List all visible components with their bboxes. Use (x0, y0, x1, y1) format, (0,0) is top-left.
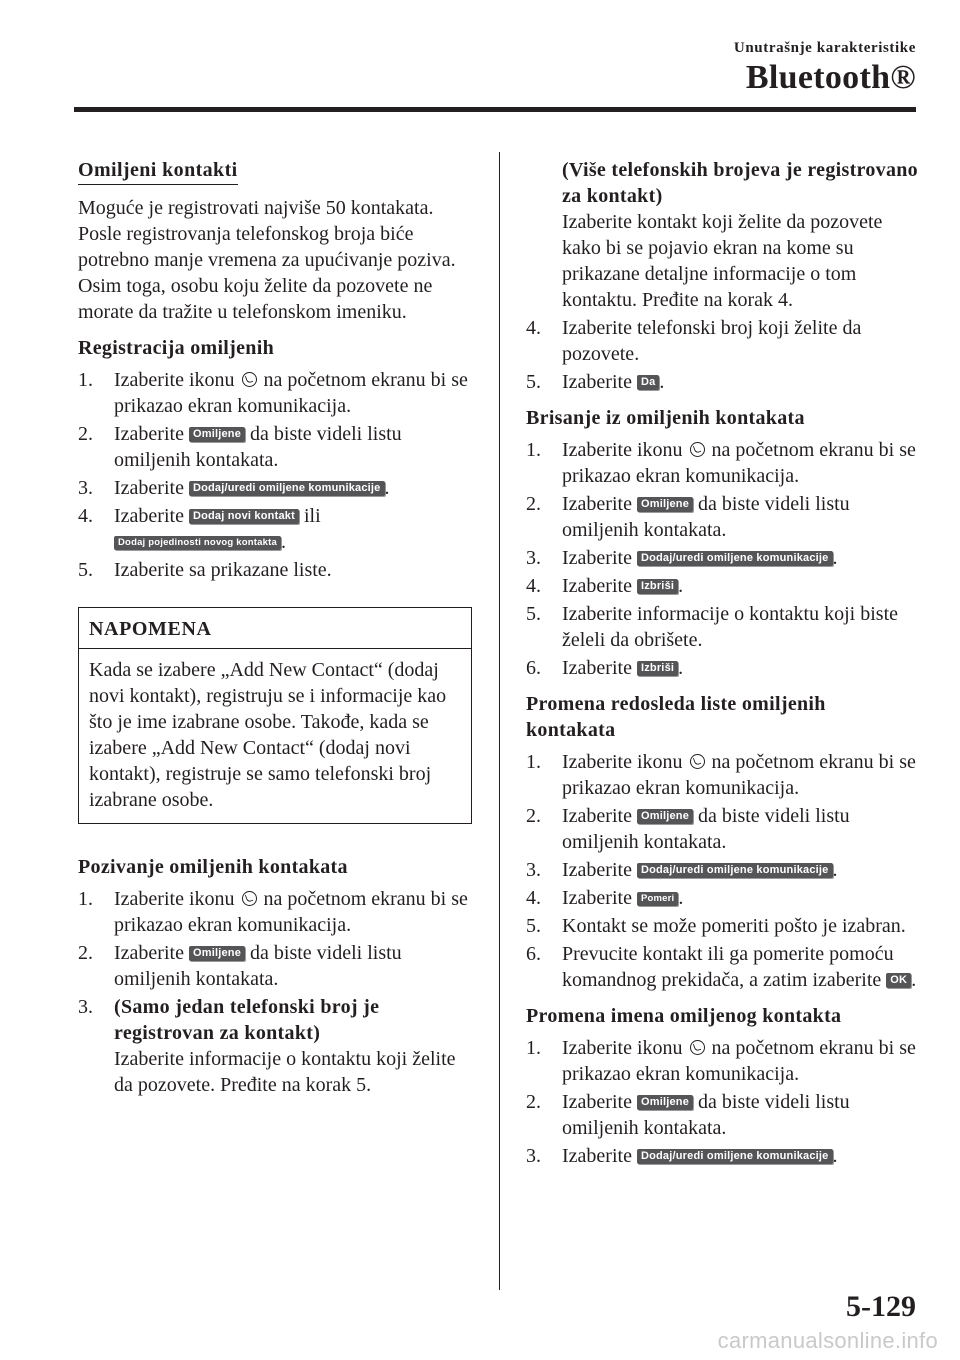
add-edit-favorites-button-label: Dodaj/uredi omiljene komunikacije (189, 481, 385, 496)
subheading-calling: Pozivanje omiljenih kontakata (78, 856, 348, 878)
favorites-button-label: Omiljene (637, 497, 693, 512)
add-edit-favorites-button-label: Dodaj/uredi omiljene komunikacije (637, 863, 833, 878)
continued-step: (Više telefonskih brojeva je registrovano za kontakt) Izaberite kontakt koji želite da pozovete kako bi se pojavio ekran na kome su prikazane detaljne informacije o tom kontaktu. Pređite na korak 4. (562, 159, 918, 311)
list-item: 3. Izaberite Dodaj/uredi omiljene komunikacije . (78, 477, 390, 499)
add-edit-favorites-button-label: Dodaj/uredi omiljene komunikacije (637, 1149, 833, 1164)
subheading-rename: Promena imena omiljenog kontakta (526, 1005, 842, 1027)
add-new-contact-details-button-label: Dodaj pojedinosti novog kontakta (114, 536, 281, 550)
list-item: 6. Izaberite Izbriši . (526, 657, 684, 679)
favorites-button-label: Omiljene (637, 1095, 693, 1110)
list-item: 3. (Samo jedan telefonski broj je registrovan za kontakt) Izaberite informacije o kontaktu koji želite da pozovete. Pređite na korak 5. (78, 996, 456, 1096)
delete-button-label: Izbriši (637, 661, 678, 676)
phone-icon (690, 754, 705, 769)
calling-steps-continued (526, 315, 918, 395)
intro-paragraph: Moguće je registrovati najviše 50 kontakata. Posle registrovanja telefonskog broja biće potrebno manje vremena za upućivanje poziva. Osim toga, osobu koju želite da pozovete ne morate da tražite u telefonskom imeniku. (78, 197, 456, 323)
list-item: 5. Kontakt se može pomeriti pošto je izabran. (526, 915, 906, 937)
phone-icon (690, 442, 705, 457)
list-item: 2. Izaberite Omiljene da biste videli listu omiljenih kontakata. (526, 493, 850, 541)
note-box (78, 607, 472, 824)
subheading-registration: Registracija omiljenih (78, 337, 275, 359)
phone-icon (690, 1040, 705, 1055)
list-item: 1. Izaberite ikonu na početnom ekranu bi se prikazao ekran komunikacija. (526, 1037, 916, 1085)
delete-steps (526, 437, 918, 681)
column-divider (499, 152, 500, 1290)
list-item: 3. Izaberite Dodaj/uredi omiljene komunikacije . (526, 1145, 838, 1167)
list-item: 1. Izaberite ikonu na početnom ekranu bi se prikazao ekran komunikacija. (526, 751, 916, 799)
list-item: 5. Izaberite sa prikazane liste. (78, 559, 332, 581)
favorites-button-label: Omiljene (189, 946, 245, 961)
note-body: Kada se izabere „Add New Contact“ (dodaj novi kontakt), registruju se i informacije kao što je ime izabrane osobe. Takođe, kada se izabere „Add New Contact“ (dodaj novi kontakt), registruje se samo telefonski broj izabrane osobe. (89, 659, 447, 811)
list-item: 4. Izaberite Pomeri . (526, 887, 684, 909)
delete-button-label: Izbriši (637, 579, 678, 594)
left-column (78, 157, 476, 1098)
list-item: 3. Izaberite Dodaj/uredi omiljene komunikacije . (526, 859, 838, 881)
right-column (526, 157, 918, 1169)
page-header (734, 40, 916, 97)
list-item: 5. Izaberite Da . (526, 371, 665, 393)
watermark: carmanualsonline.info (717, 1328, 938, 1353)
reorder-steps (526, 749, 918, 993)
list-item: 6. Prevucite kontakt ili ga pomerite pomoću komandnog prekidača, a zatim izaberite OK . (526, 943, 917, 991)
yes-button-label: Da (637, 375, 659, 390)
list-item: 1. Izaberite ikonu na početnom ekranu bi se prikazao ekran komunikacija. (526, 439, 916, 487)
chapter-title: Bluetooth® (745, 59, 916, 96)
phone-icon (242, 891, 257, 906)
note-title: NAPOMENA (79, 608, 471, 649)
move-button-label: Pomeri (637, 892, 678, 906)
list-item: 2. Izaberite Omiljene da biste videli listu omiljenih kontakata. (526, 805, 850, 853)
section-heading-favorites: Omiljeni kontakti (78, 157, 238, 185)
page-number: 5-129 (846, 1290, 916, 1323)
add-edit-favorites-button-label: Dodaj/uredi omiljene komunikacije (637, 551, 833, 566)
list-item: 1. Izaberite ikonu na početnom ekranu bi se prikazao ekran komunikacija. (78, 369, 468, 417)
subheading-delete: Brisanje iz omiljenih kontakata (526, 407, 805, 429)
phone-icon (242, 372, 257, 387)
section-name: Unutrašnje karakteristike (733, 40, 916, 56)
subheading-reorder: Promena redosleda liste omiljenih kontakata (526, 693, 826, 741)
add-new-contact-button-label: Dodaj novi kontakt (189, 509, 299, 524)
list-item: 3. Izaberite Dodaj/uredi omiljene komunikacije . (526, 547, 838, 569)
list-item: 4. Izaberite Izbriši . (526, 575, 684, 597)
list-item: 4. Izaberite Dodaj novi kontakt ili Dodaj pojedinosti novog kontakta . (78, 505, 321, 553)
list-item: 5. Izaberite informacije o kontaktu koji biste želeli da obrišete. (526, 603, 898, 651)
list-item: 4. Izaberite telefonski broj koji želite da pozovete. (526, 317, 862, 365)
registration-steps (78, 367, 476, 583)
ok-button-label: OK (886, 973, 911, 988)
favorites-button-label: Omiljene (189, 427, 245, 442)
calling-steps (78, 886, 476, 1098)
favorites-button-label: Omiljene (637, 809, 693, 824)
rename-steps (526, 1035, 918, 1169)
list-item: 1. Izaberite ikonu na početnom ekranu bi se prikazao ekran komunikacija. (78, 888, 468, 936)
header-rule (74, 107, 916, 112)
list-item: 2. Izaberite Omiljene da biste videli listu omiljenih kontakata. (78, 942, 402, 990)
list-item: 2. Izaberite Omiljene da biste videli listu omiljenih kontakata. (526, 1091, 850, 1139)
list-item: 2. Izaberite Omiljene da biste videli listu omiljenih kontakata. (78, 423, 402, 471)
